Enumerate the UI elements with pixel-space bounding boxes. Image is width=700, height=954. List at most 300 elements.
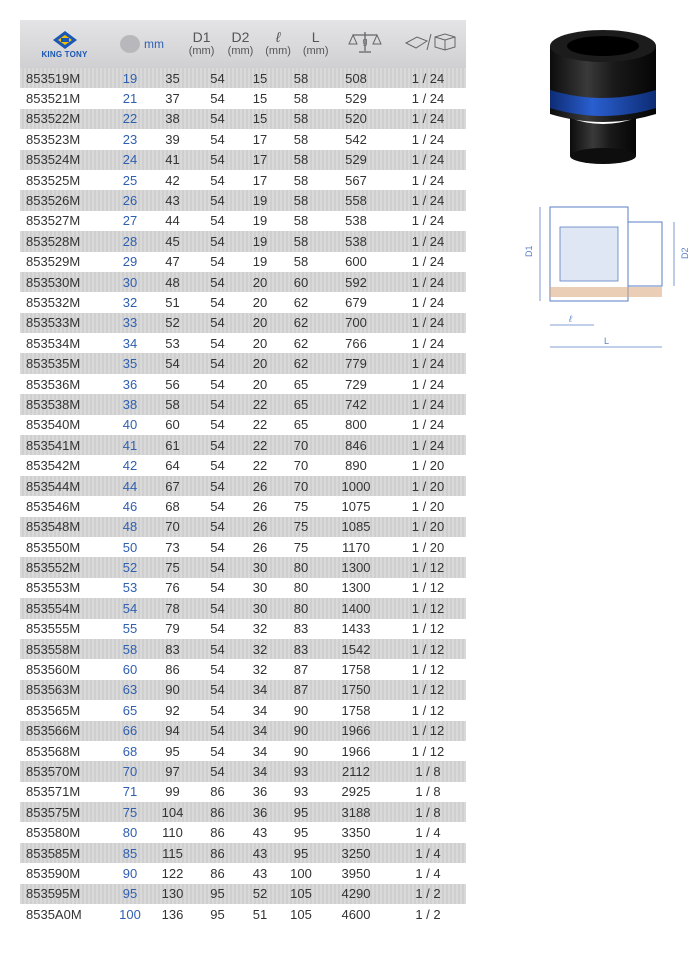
d2-value: 54: [210, 356, 225, 372]
table-row: [20, 150, 466, 170]
d1-value: 42: [165, 172, 180, 188]
d2-value: 54: [210, 641, 225, 657]
ell-value: 20: [252, 376, 268, 392]
item-number: 853541M: [26, 437, 81, 453]
size: 55: [122, 621, 138, 637]
pack-value: 1 / 24: [411, 315, 445, 331]
pack-value: 1 / 24: [411, 376, 445, 392]
d1-value: 64: [165, 458, 180, 474]
weight-value: 529: [345, 152, 367, 168]
length-value: 65: [293, 396, 309, 412]
item-number: 853521M: [26, 91, 81, 107]
weight-value: 1075: [341, 498, 371, 514]
pack-value: 1 / 4: [415, 865, 441, 881]
ell-value: 22: [252, 396, 268, 412]
size: 25: [122, 172, 138, 188]
pack-value: 1 / 24: [411, 193, 445, 209]
item-number: 853524M: [26, 152, 81, 168]
pack-value: 1 / 24: [411, 396, 445, 412]
length-value: 58: [293, 70, 309, 86]
pack-value: 1 / 12: [411, 560, 445, 576]
d1-value: 44: [165, 213, 180, 229]
d2-value: 54: [210, 662, 225, 678]
length-value: 83: [293, 641, 309, 657]
table-row: [20, 109, 466, 129]
size: 68: [122, 743, 138, 759]
d1-value: 47: [165, 254, 180, 270]
item-number: 8535A0M: [26, 906, 82, 922]
d1-value: 136: [161, 906, 184, 922]
weight-value: 1300: [341, 580, 371, 596]
weight-value: 1000: [341, 478, 371, 494]
size: 35: [122, 356, 138, 372]
weight-value: 679: [345, 294, 367, 310]
item-number: 853522M: [26, 111, 81, 127]
size: 52: [122, 560, 138, 576]
ell-value: 17: [252, 131, 268, 147]
d1-value: 53: [165, 335, 180, 351]
table-row: [20, 598, 466, 618]
length-value: 70: [293, 437, 309, 453]
d2-value: 54: [210, 723, 225, 739]
d1-value: 38: [165, 111, 180, 127]
weight-value: 779: [345, 356, 367, 372]
d1-value: 97: [165, 763, 180, 779]
d2-value: 86: [210, 804, 225, 820]
length-value: 90: [293, 723, 309, 739]
d2-value: 54: [210, 213, 225, 229]
size: 85: [122, 845, 138, 861]
d1-value: 68: [165, 498, 180, 514]
table-row: [20, 680, 466, 700]
size: 27: [122, 213, 138, 229]
size: 40: [122, 417, 138, 433]
d2-value: 86: [210, 845, 225, 861]
item-number: 853534M: [26, 335, 81, 351]
size: 44: [122, 478, 138, 494]
length-value: 100: [290, 865, 312, 881]
weight-value: 766: [345, 335, 367, 351]
ell-value: 51: [252, 906, 268, 922]
svg-text:g: g: [362, 35, 368, 46]
length-value: 58: [293, 193, 309, 209]
length-value: 105: [290, 886, 312, 902]
d1-value: 122: [161, 865, 184, 881]
size: 58: [122, 641, 138, 657]
size: 36: [122, 376, 138, 392]
ell-value: 30: [252, 560, 268, 576]
size: 75: [122, 804, 138, 820]
pack-value: 1 / 24: [411, 172, 445, 188]
pack-value: 1 / 12: [411, 682, 445, 698]
d2-value: 54: [210, 417, 225, 433]
d2-value: 54: [210, 294, 225, 310]
item-number: 853548M: [26, 519, 81, 535]
table-row: [20, 313, 466, 333]
table-row: [20, 231, 466, 251]
ell-value: 19: [252, 233, 268, 249]
weight-value: 4290: [341, 886, 371, 902]
ell-value: 30: [252, 580, 268, 596]
d1-value: 110: [162, 825, 183, 841]
pack-value: 1 / 20: [411, 498, 445, 514]
ell-value: 22: [252, 458, 268, 474]
d2-value: 54: [210, 274, 225, 290]
item-number: 853542M: [26, 458, 81, 474]
size: 29: [122, 254, 138, 270]
pack-value: 1 / 4: [415, 825, 441, 841]
item-number: 853525M: [26, 172, 81, 188]
size: 21: [122, 91, 138, 107]
socket-photo: [538, 22, 668, 182]
weight-value: 1400: [341, 600, 371, 616]
table-row: [20, 88, 466, 108]
length-value: 80: [293, 580, 309, 596]
ell-value: 20: [252, 315, 268, 331]
length-value: 62: [293, 335, 309, 351]
ell-value: 22: [252, 437, 268, 453]
weight-value: 3350: [341, 825, 371, 841]
d2-value: 54: [210, 131, 225, 147]
item-number: 853528M: [26, 233, 81, 249]
d2-value: 54: [210, 396, 225, 412]
size: 60: [122, 662, 138, 678]
weight-value: 3950: [341, 865, 371, 881]
pack-value: 1 / 4: [415, 845, 441, 861]
length-value: 58: [293, 91, 309, 107]
length-value: 60: [293, 274, 309, 290]
pack-value: 1 / 20: [411, 458, 445, 474]
d2-value: 86: [210, 865, 225, 881]
length-value: 95: [293, 845, 309, 861]
weight-value: 1170: [342, 539, 370, 555]
ell-value: 19: [252, 193, 268, 209]
item-number: 853554M: [26, 600, 81, 616]
item-number: 853532M: [26, 294, 81, 310]
item-number: 853555M: [26, 621, 81, 637]
length-value: 83: [293, 621, 309, 637]
size: 53: [122, 580, 138, 596]
d1-value: 75: [165, 560, 180, 576]
ell-value: 26: [252, 539, 268, 555]
pack-value: 1 / 12: [411, 743, 445, 759]
length-value: 70: [293, 478, 309, 494]
d1-value: 83: [165, 641, 180, 657]
ell-value: 19: [252, 213, 268, 229]
size: 46: [122, 498, 138, 514]
d2-value: 54: [210, 763, 225, 779]
brand-logo: [20, 20, 103, 68]
d2-value: 54: [210, 70, 225, 86]
ell-value: 36: [252, 784, 268, 800]
weight-header: [334, 29, 396, 60]
length-value: 58: [293, 233, 309, 249]
table-row: [20, 863, 466, 883]
d1-value: 52: [165, 315, 180, 331]
pack-value: 1 / 24: [411, 70, 445, 86]
weight-value: 508: [345, 70, 367, 86]
weight-value: 1085: [341, 519, 371, 535]
pack-value: 1 / 12: [411, 702, 445, 718]
d2-value: 95: [210, 906, 225, 922]
weight-value: 800: [345, 417, 367, 433]
ell-value: 43: [252, 825, 268, 841]
table-row: [20, 129, 466, 149]
length-value: 58: [293, 111, 309, 127]
table-row: [20, 68, 466, 88]
item-number: 853590M: [26, 865, 81, 881]
size: 42: [122, 458, 138, 474]
d2-value: 54: [210, 560, 225, 576]
length-value: 95: [293, 804, 309, 820]
ell-value: 20: [252, 274, 268, 290]
item-number: 853530M: [26, 274, 81, 290]
weight-value: 1750: [341, 682, 371, 698]
d2-label: D2: [680, 247, 690, 259]
length-value: 62: [293, 294, 309, 310]
pack-value: 1 / 12: [411, 580, 445, 596]
table-row: [20, 394, 466, 414]
weight-value: 729: [345, 376, 367, 392]
d1-value: 76: [165, 580, 180, 596]
table-row: [20, 741, 466, 761]
size: 33: [122, 315, 138, 331]
pack-value: 1 / 24: [411, 233, 445, 249]
ell-value: 34: [252, 723, 268, 739]
d2-value: 54: [210, 111, 225, 127]
ell-value: 15: [252, 111, 268, 127]
table-row: [20, 721, 466, 741]
d2-value: 54: [210, 254, 225, 270]
d2-value: 54: [210, 458, 225, 474]
ell-value: 34: [252, 702, 268, 718]
table-row: [20, 517, 466, 537]
size-header: [103, 35, 181, 53]
table-row: [20, 782, 466, 802]
pack-value: 1 / 24: [411, 91, 445, 107]
length-value: 75: [293, 519, 309, 535]
table-row: [20, 843, 466, 863]
table-row: [20, 557, 466, 577]
weight-value: 1966: [341, 723, 371, 739]
d1-value: 48: [165, 274, 180, 290]
pack-value: 1 / 24: [411, 131, 445, 147]
ell-value: 34: [252, 763, 268, 779]
length-value: 58: [293, 172, 309, 188]
length-value: 62: [293, 356, 309, 372]
d1-value: 70: [165, 519, 180, 535]
d1-value: 99: [165, 784, 180, 800]
ell-value: 43: [252, 845, 268, 861]
size: 80: [122, 825, 138, 841]
pack-value: 1 / 12: [411, 621, 445, 637]
length-value: 105: [290, 906, 312, 922]
pack-value: 1 / 24: [411, 274, 445, 290]
pack-value: 1 / 24: [411, 335, 445, 351]
item-number: 853568M: [26, 743, 81, 759]
pack-value: 1 / 8: [415, 784, 441, 800]
item-number: 853529M: [26, 254, 81, 270]
table-row: [20, 476, 466, 496]
length-value: 65: [293, 376, 309, 392]
pack-value: 1 / 24: [411, 111, 445, 127]
d1-value: 78: [165, 600, 180, 616]
d1-value: 35: [165, 70, 180, 86]
length-value: 62: [293, 315, 309, 331]
weight-value: 1542: [341, 641, 371, 657]
d2-value: 54: [210, 498, 225, 514]
pack-value: 1 / 24: [411, 417, 445, 433]
size: 24: [122, 152, 138, 168]
item-number: 853526M: [26, 193, 81, 209]
ell-value: 20: [252, 356, 268, 372]
length-value: 93: [293, 784, 309, 800]
ell-value: 32: [252, 621, 268, 637]
length-value: 65: [293, 417, 309, 433]
item-number: 853565M: [26, 702, 81, 718]
size: 30: [122, 274, 138, 290]
d2-value: 95: [210, 886, 225, 902]
size: 100: [119, 906, 141, 922]
item-number: 853566M: [26, 723, 81, 739]
ell-value: 26: [252, 478, 268, 494]
hex-socket-icon: [120, 35, 140, 53]
ell-value: 52: [252, 886, 268, 902]
length-header: L (mm): [302, 29, 329, 57]
socket-diagram: [522, 195, 697, 370]
size: 32: [122, 294, 138, 310]
ell-value: 43: [252, 865, 268, 881]
d2-value: 54: [210, 478, 225, 494]
ell-value: 22: [252, 417, 268, 433]
d2-value: 54: [210, 621, 225, 637]
length-value: 58: [293, 131, 309, 147]
table-row: [20, 170, 466, 190]
pack-value: 1 / 8: [415, 763, 441, 779]
item-number: 853544M: [26, 478, 81, 494]
ell-label: ℓ: [569, 314, 572, 324]
pack-value: 1 / 24: [411, 294, 445, 310]
table-row: [20, 435, 466, 455]
pack-value: 1 / 8: [415, 804, 441, 820]
ell-value: 34: [252, 743, 268, 759]
d2-value: 54: [210, 539, 225, 555]
d2-value: 54: [210, 519, 225, 535]
item-number: 853523M: [26, 131, 81, 147]
d1-value: 39: [165, 131, 180, 147]
size: 19: [122, 70, 138, 86]
d1-value: 41: [165, 152, 180, 168]
pack-value: 1 / 24: [411, 437, 445, 453]
table-row: [20, 639, 466, 659]
table-row: [20, 578, 466, 598]
pack-value: 1 / 2: [415, 906, 441, 922]
table-row: [20, 415, 466, 435]
item-number: 853570M: [26, 763, 81, 779]
weight-value: 2925: [341, 784, 371, 800]
d1-value: 54: [165, 356, 180, 372]
length-value: 70: [293, 458, 309, 474]
item-number: 853538M: [26, 396, 81, 412]
d2-value: 54: [210, 233, 225, 249]
table-row: [20, 333, 466, 353]
weight-value: 1433: [341, 621, 371, 637]
weight-value: 600: [345, 254, 367, 270]
d1-value: 92: [165, 702, 180, 718]
length-value: 90: [293, 743, 309, 759]
table-row: [20, 252, 466, 272]
weight-value: 1758: [341, 662, 371, 678]
d1-value: 130: [161, 886, 184, 902]
length-value: 80: [293, 600, 309, 616]
ell-value: 30: [252, 600, 268, 616]
brand-text: KING TONY: [41, 49, 88, 59]
item-number: 853540M: [26, 417, 81, 433]
table-row: [20, 496, 466, 516]
table-row: [20, 292, 466, 312]
item-number: 853560M: [26, 662, 81, 678]
item-number: 853536M: [26, 376, 81, 392]
ell-value: 20: [252, 335, 268, 351]
d1-header: D1 (mm): [188, 29, 215, 57]
size-unit: mm: [143, 37, 164, 51]
table-row: [20, 802, 466, 822]
spec-table: [20, 20, 466, 924]
pack-value: 1 / 24: [411, 356, 445, 372]
weight-value: 538: [345, 213, 367, 229]
length-value: 75: [293, 498, 309, 514]
d1-value: 51: [165, 294, 180, 310]
pack-value: 1 / 24: [411, 254, 445, 270]
item-number: 853535M: [26, 356, 81, 372]
length-value: 93: [293, 763, 309, 779]
size: 90: [122, 865, 138, 881]
ell-value: 15: [252, 70, 268, 86]
table-row: [20, 619, 466, 639]
item-number: 853575M: [26, 804, 81, 820]
item-number: 853595M: [26, 886, 81, 902]
d1-value: 58: [165, 396, 180, 412]
d1-value: 61: [165, 437, 180, 453]
pack-header: [396, 31, 466, 58]
pack-value: 1 / 20: [411, 539, 445, 555]
d1-value: 90: [165, 682, 180, 698]
length-value: 58: [293, 152, 309, 168]
item-number: 853550M: [26, 539, 81, 555]
length-label: L: [604, 336, 610, 346]
weight-value: 3250: [341, 845, 371, 861]
item-number: 853527M: [26, 213, 81, 229]
weight-value: 520: [345, 111, 367, 127]
d1-value: 56: [165, 376, 180, 392]
weight-value: 846: [345, 437, 367, 453]
size: 70: [122, 763, 138, 779]
item-number: 853563M: [26, 682, 81, 698]
weight-value: 567: [345, 172, 367, 188]
size: 54: [122, 600, 138, 616]
king-tony-logo-icon: [50, 30, 80, 50]
d1-value: 115: [162, 845, 183, 861]
box-icon: [403, 31, 459, 53]
table-row: [20, 884, 466, 904]
table-row: [20, 455, 466, 475]
d2-value: 54: [210, 743, 225, 759]
d2-value: 54: [210, 682, 225, 698]
weight-value: 1300: [341, 560, 371, 576]
pack-value: 1 / 20: [411, 519, 445, 535]
ell-value: 17: [252, 172, 268, 188]
ell-value: 36: [252, 804, 268, 820]
